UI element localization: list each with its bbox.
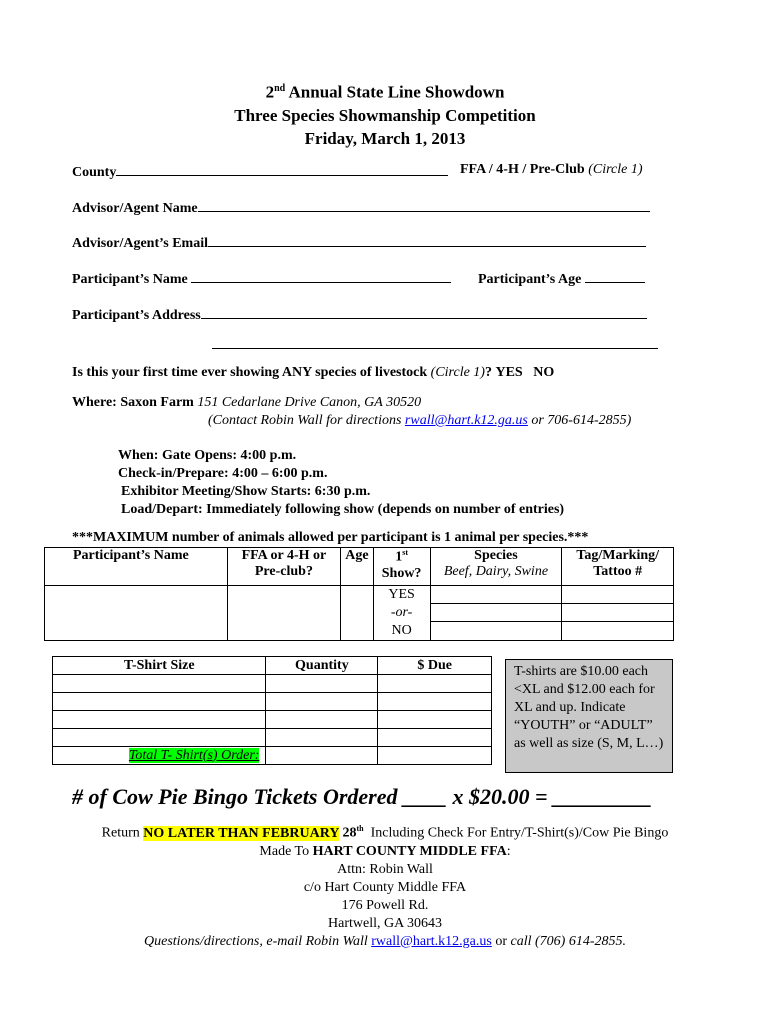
entry-table-header xyxy=(45,548,674,586)
participant-address-field-1[interactable] xyxy=(201,305,647,319)
total-due-cell[interactable] xyxy=(378,747,492,765)
participant-name-row xyxy=(72,269,451,288)
schedule-gate: When: Gate Opens: 4:00 p.m. xyxy=(118,448,297,463)
qty-cell[interactable] xyxy=(266,675,378,693)
tshirt-total-row xyxy=(53,747,492,765)
schedule-depart: Load/Depart: Immediately following show (depends on number of entries) xyxy=(121,502,565,517)
where-address: 151 Cedarlane Drive Canon, GA 30520 xyxy=(197,395,422,410)
qty-cell[interactable] xyxy=(266,693,378,711)
tshirt-row xyxy=(53,675,492,693)
entry-tag-cell xyxy=(562,586,674,641)
advisor-email-label: Advisor/Agent’s Email xyxy=(72,236,208,251)
advisor-name-field[interactable] xyxy=(198,198,650,212)
col-due: $ Due xyxy=(378,657,492,675)
participant-address-label: Participant’s Address xyxy=(72,308,201,323)
return-info xyxy=(0,820,770,951)
species-line-2[interactable] xyxy=(431,604,562,622)
entry-first-show-cell[interactable] xyxy=(373,586,430,641)
return-post: Including Check For Entry/T-Shirt(s)/Cow Pie Bingo xyxy=(363,825,669,841)
return-line xyxy=(0,820,770,843)
advisor-email-row xyxy=(72,233,646,252)
questions-line xyxy=(0,933,770,951)
first-time-qmark: ? xyxy=(484,365,492,380)
entry-table-row xyxy=(45,586,674,641)
tag-line-3[interactable] xyxy=(562,622,673,640)
participant-age-field[interactable] xyxy=(585,269,645,283)
first-show-or: -or- xyxy=(390,605,413,620)
col-tag: Tag/Marking/ Tattoo # xyxy=(562,548,674,586)
total-qty-cell[interactable] xyxy=(266,747,378,765)
title-line-2: Three Species Showmanship Competition xyxy=(234,105,536,125)
tag-line-1[interactable] xyxy=(562,586,673,604)
made-to-colon: : xyxy=(506,843,511,859)
first-show-yes[interactable]: YES xyxy=(388,587,415,602)
entry-species-cell xyxy=(430,586,562,641)
max-note: ***MAXIMUM number of animals allowed per participant is 1 animal per species.*** xyxy=(72,530,589,545)
participant-age-label: Participant’s Age xyxy=(478,272,582,287)
size-cell[interactable] xyxy=(53,693,266,711)
tshirt-note: T-shirts are $10.00 each <XL and $12.00 each for XL and up. Indicate “YOUTH” or “ADULT” as well as size (S, M, L…) xyxy=(505,659,673,773)
county-label: County xyxy=(72,165,117,180)
participant-name-field[interactable] xyxy=(191,269,451,283)
street-line: 176 Powell Rd. xyxy=(341,897,429,913)
county-row xyxy=(72,162,448,181)
return-day: 28 xyxy=(338,825,357,841)
species-line-1[interactable] xyxy=(431,586,562,604)
first-time-options[interactable]: YES NO xyxy=(495,365,555,380)
tshirt-header xyxy=(53,657,492,675)
where-contact xyxy=(208,413,631,429)
org-row xyxy=(460,162,643,178)
species-line-3[interactable] xyxy=(431,622,562,640)
due-cell[interactable] xyxy=(378,675,492,693)
page-title xyxy=(0,77,770,150)
due-cell[interactable] xyxy=(378,711,492,729)
made-to-pre: Made To xyxy=(259,843,310,859)
return-deadline: NO LATER THAN FEBRUARY xyxy=(143,825,339,841)
tshirt-row xyxy=(53,693,492,711)
return-pre: Return xyxy=(101,825,140,841)
first-time-hint: (Circle 1) xyxy=(430,365,485,380)
tag-line-2[interactable] xyxy=(562,604,673,622)
city-line: Hartwell, GA 30643 xyxy=(328,915,442,931)
total-label-cell xyxy=(53,747,266,765)
questions-email-link[interactable]: rwall@hart.k12.ga.us xyxy=(371,933,492,949)
advisor-email-field[interactable] xyxy=(208,233,646,247)
col-first-show: 1st Show? xyxy=(373,548,430,586)
title-line-1: 2nd Annual State Line Showdown xyxy=(265,82,505,102)
qty-cell[interactable] xyxy=(266,711,378,729)
col-tshirt-size: T-Shirt Size xyxy=(53,657,266,675)
attn-line: Attn: Robin Wall xyxy=(337,861,433,877)
participant-name-label: Participant’s Name xyxy=(72,272,188,287)
due-cell[interactable] xyxy=(378,693,492,711)
tshirt-table xyxy=(52,656,492,765)
contact-email-link[interactable]: rwall@hart.k12.ga.us xyxy=(404,413,528,428)
advisor-name-row xyxy=(72,198,650,217)
org-hint: (Circle 1) xyxy=(588,162,643,177)
entry-table xyxy=(44,547,674,641)
entry-ffa-cell[interactable] xyxy=(227,586,341,641)
due-cell[interactable] xyxy=(378,729,492,747)
participant-address-field-2[interactable] xyxy=(212,335,658,349)
bingo-line: # of Cow Pie Bingo Tickets Ordered ____ x $20.00 = _________ xyxy=(72,784,653,809)
county-field[interactable] xyxy=(116,162,448,176)
total-label: Total T- Shirt(s) Order: xyxy=(128,747,260,763)
size-cell[interactable] xyxy=(53,729,266,747)
title-line-3: Friday, March 1, 2013 xyxy=(304,128,466,148)
co-line: c/o Hart County Middle FFA xyxy=(303,879,467,895)
participant-age-row xyxy=(478,269,645,288)
made-to-line xyxy=(0,843,770,861)
questions-or: or xyxy=(495,933,507,949)
where-label: Where: Saxon Farm xyxy=(72,395,194,410)
tshirt-row xyxy=(53,729,492,747)
advisor-name-label: Advisor/Agent Name xyxy=(72,201,198,216)
first-time-row xyxy=(72,365,554,381)
col-quantity: Quantity xyxy=(266,657,378,675)
entry-name-cell[interactable] xyxy=(45,586,228,641)
return-day-sup: th xyxy=(356,824,364,833)
made-to-org: HART COUNTY MIDDLE FFA xyxy=(312,843,507,859)
col-species: Species Beef, Dairy, Swine xyxy=(430,548,562,586)
schedule xyxy=(118,447,564,519)
schedule-meeting: Exhibitor Meeting/Show Starts: 6:30 p.m. xyxy=(121,484,371,499)
org-options[interactable]: FFA / 4-H / Pre-Club xyxy=(460,162,585,177)
schedule-checkin: Check-in/Prepare: 4:00 – 6:00 p.m. xyxy=(118,466,328,481)
tshirt-row xyxy=(53,711,492,729)
entry-age-cell[interactable] xyxy=(341,586,373,641)
size-cell[interactable] xyxy=(53,675,266,693)
participant-address-row xyxy=(72,305,647,324)
contact-phone: or 706-614-2855) xyxy=(531,413,632,428)
questions-phone: call (706) 614-2855. xyxy=(510,933,626,949)
col-ffa: FFA or 4-H or Pre-club? xyxy=(227,548,341,586)
size-cell[interactable] xyxy=(53,711,266,729)
questions-pre: Questions/directions, e-mail Robin Wall xyxy=(144,933,368,949)
first-show-no[interactable]: NO xyxy=(391,623,412,638)
contact-text: (Contact Robin Wall for directions xyxy=(208,413,402,428)
col-participant-name: Participant’s Name xyxy=(45,548,228,586)
col-age: Age xyxy=(341,548,373,586)
first-time-question: Is this your first time ever showing ANY species of livestock xyxy=(72,365,428,380)
where-row xyxy=(72,395,421,411)
qty-cell[interactable] xyxy=(266,729,378,747)
